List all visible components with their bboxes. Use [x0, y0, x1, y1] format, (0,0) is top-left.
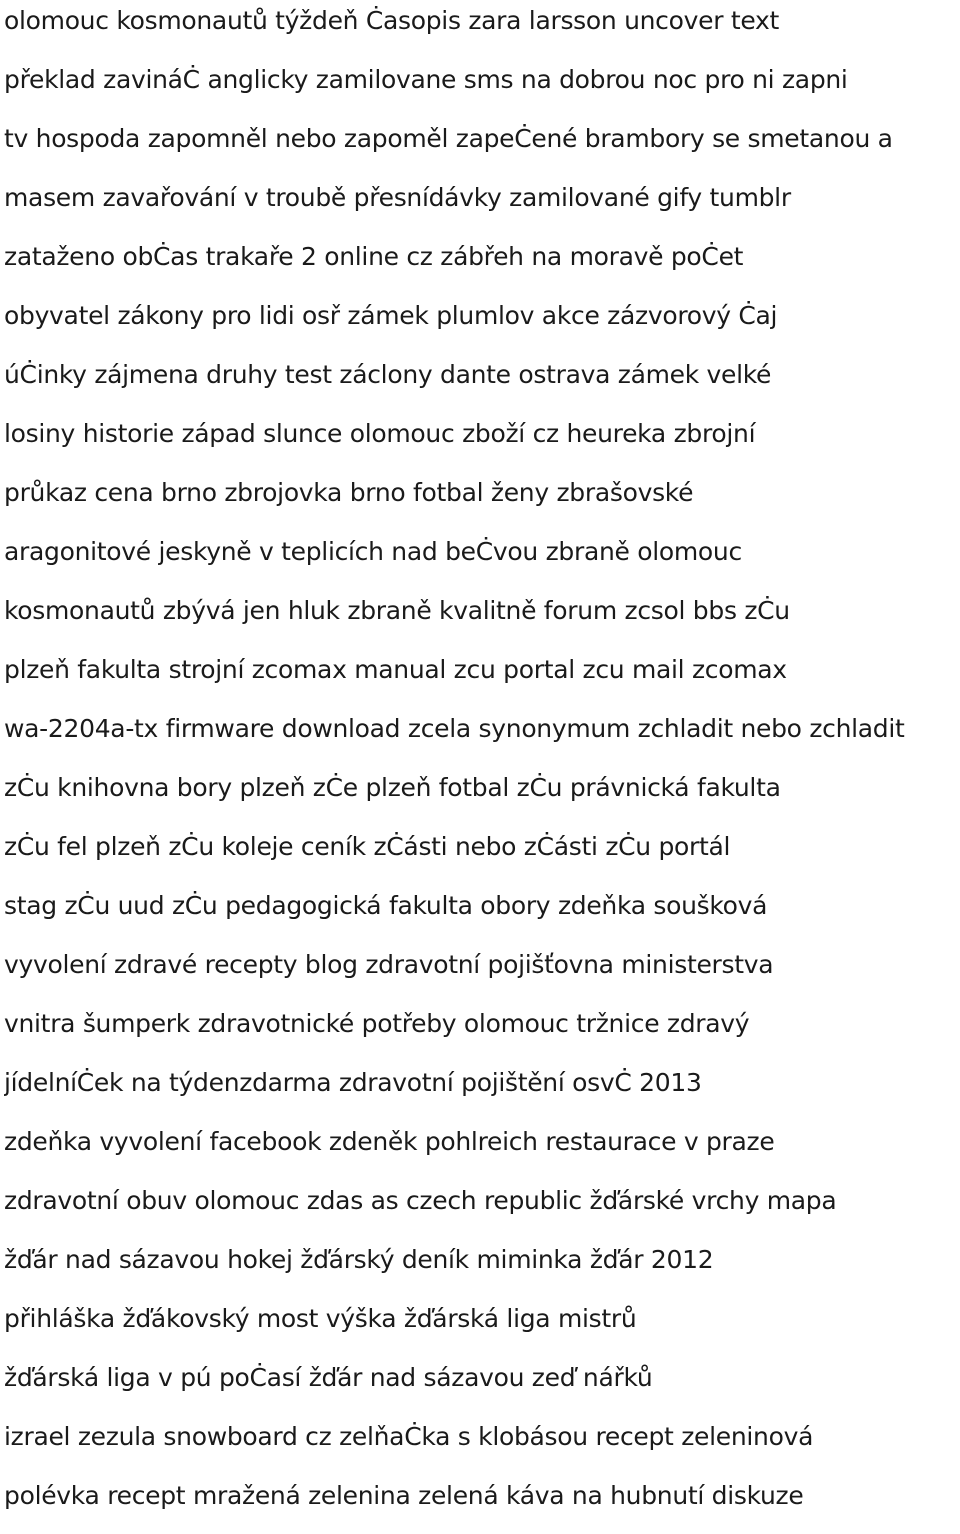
text-line: zataženo obĊas trakaře 2 online cz zábřeh na moravě poĊet	[4, 242, 744, 271]
text-line: úĊinky zájmena druhy test záclony dante ostrava zámek velké	[4, 360, 772, 389]
text-line: jídelníĊek na týdenzdarma zdravotní pojištění osvĊ 2013	[4, 1068, 702, 1097]
text-line: olomouc kosmonautů týždeň Ċasopis zara larsson uncover text	[4, 6, 779, 35]
text-line: vnitra šumperk zdravotnické potřeby olomouc tržnice zdravý	[4, 1009, 750, 1038]
text-line: přihláška žďákovský most výška žďárská liga mistrů	[4, 1304, 637, 1333]
text-line: polévka recept mražená zelenina zelená káva na hubnutí diskuze	[4, 1481, 804, 1510]
text-line: průkaz cena brno zbrojovka brno fotbal ženy zbrašovské	[4, 478, 694, 507]
text-line: žďárská liga v pú poĊasí žďár nad sázavou zeď nářků	[4, 1363, 653, 1392]
text-line: plzeň fakulta strojní zcomax manual zcu portal zcu mail zcomax	[4, 655, 787, 684]
text-line: aragonitové jeskyně v teplicích nad beĊvou zbraně olomouc	[4, 537, 742, 566]
text-line: obyvatel zákony pro lidi osř zámek plumlov akce zázvorový Ċaj	[4, 301, 778, 330]
text-line: zĊu fel plzeň zĊu koleje ceník zĊásti nebo zĊásti zĊu portál	[4, 832, 731, 861]
text-line: překlad zavináĊ anglicky zamilovane sms na dobrou noc pro ni zapni	[4, 65, 848, 94]
text-line: zdeňka vyvolení facebook zdeněk pohlreich restaurace v praze	[4, 1127, 775, 1156]
text-line: žďár nad sázavou hokej žďárský deník miminka žďár 2012	[4, 1245, 714, 1274]
text-line: zdravotní obuv olomouc zdas as czech republic žďárské vrchy mapa	[4, 1186, 837, 1215]
text-line: masem zavařování v troubě přesnídávky zamilované gify tumblr	[4, 183, 791, 212]
text-line: losiny historie západ slunce olomouc zboží cz heureka zbrojní	[4, 419, 756, 448]
text-line: wa-2204a-tx firmware download zcela synonymum zchladit nebo zchladit	[4, 714, 905, 743]
text-line: kosmonautů zbývá jen hluk zbraně kvalitně forum zcsol bbs zĊu	[4, 596, 790, 625]
text-body	[4, 0, 960, 1534]
text-line: izrael zezula snowboard cz zelňaĊka s klobásou recept zeleninová	[4, 1422, 814, 1451]
text-line: tv hospoda zapomněl nebo zapoměl zapeĊené brambory se smetanou a	[4, 124, 893, 153]
text-line: vyvolení zdravé recepty blog zdravotní pojišťovna ministerstva	[4, 950, 774, 979]
text-line: zĊu knihovna bory plzeň zĊe plzeň fotbal zĊu právnická fakulta	[4, 773, 781, 802]
text-line: stag zĊu uud zĊu pedagogická fakulta obory zdeňka soušková	[4, 891, 768, 920]
